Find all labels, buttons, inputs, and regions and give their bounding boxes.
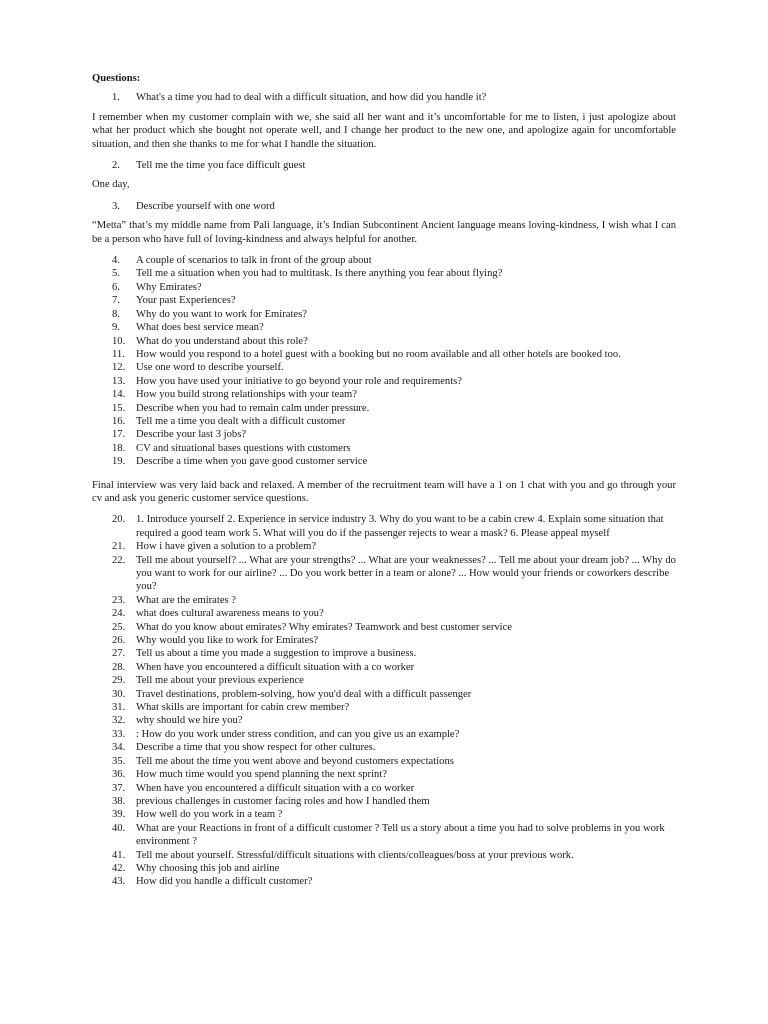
question-text: Travel destinations, problem-solving, how you'd deal with a difficult passenger: [136, 688, 472, 700]
question-text: How would you respond to a hotel guest with a booking but no room available and all other hotels are booked too.: [136, 348, 621, 360]
list-item: [112, 348, 676, 361]
list-item: [112, 607, 676, 620]
list-item: [112, 862, 676, 875]
list-item: [112, 254, 676, 267]
list-item: [112, 281, 676, 294]
question-number: 18.: [112, 442, 126, 454]
final-interview-paragraph: Final interview was very laid back and relaxed. A member of the recruitment team will have a 1 on 1 chat with you and go through your cv and ask you generic customer service questions.: [92, 479, 676, 504]
list-item: [112, 594, 676, 607]
list-item: [112, 267, 676, 280]
question-text: previous challenges in customer facing roles and how I handled them: [136, 795, 430, 807]
question-number: 21.: [112, 541, 126, 553]
list-item: [112, 768, 676, 781]
question-number: 17.: [112, 429, 126, 441]
list-item: [112, 741, 676, 754]
list-item: [112, 402, 676, 415]
list-item: [112, 875, 676, 888]
question-number: 36.: [112, 769, 126, 781]
question-text: Describe your last 3 jobs?: [136, 429, 247, 441]
list-item: [112, 540, 676, 553]
question-number: 12.: [112, 362, 126, 374]
question-number: 19.: [112, 456, 126, 468]
list-item: [112, 621, 676, 634]
list-item: [112, 321, 676, 334]
question-number: 39.: [112, 809, 126, 821]
document-content: [92, 72, 676, 899]
question-number: 42.: [112, 862, 126, 874]
question-text: How i have given a solution to a problem?: [136, 541, 317, 553]
question-number: 41.: [112, 849, 126, 861]
question-number: 9.: [112, 322, 120, 334]
question-text: Tell us about a time you made a suggestion to improve a business.: [136, 648, 417, 660]
list-item: [112, 688, 676, 701]
list-item: [112, 782, 676, 795]
question-text: Tell me about the time you went above and beyond customers expectations: [136, 755, 454, 767]
question-text: Tell me the time you face difficult guest: [136, 160, 306, 172]
question-text: CV and situational bases questions with customers: [136, 442, 351, 454]
question-number: 20.: [112, 514, 126, 526]
question-text: How you have used your initiative to go beyond your role and requirements?: [136, 375, 462, 387]
list-item: [112, 455, 676, 468]
list-item: [112, 755, 676, 768]
question-text: What are the emirates ?: [136, 594, 236, 606]
question-number: 43.: [112, 876, 126, 888]
question-number: 13.: [112, 375, 126, 387]
question-number: 16.: [112, 415, 126, 427]
question-text: What skills are important for cabin crew member?: [136, 702, 350, 714]
question-number: 1.: [112, 92, 120, 104]
question-3: [112, 200, 676, 213]
question-text: How well do you work in a team ?: [136, 809, 283, 821]
question-text: : How do you work under stress condition, and can you give us an example?: [136, 728, 460, 740]
question-text: Describe yourself with one word: [136, 200, 275, 212]
list-item: [112, 513, 676, 540]
question-text: What are your Reactions in front of a difficult customer ? Tell us a story about a time you had to solve problems in you work environment ?: [136, 822, 665, 848]
question-number: 34.: [112, 742, 126, 754]
list-item: [112, 647, 676, 660]
list-item: [112, 335, 676, 348]
question-number: 31.: [112, 702, 126, 714]
list-item: [112, 674, 676, 687]
list-item: [112, 554, 676, 594]
question-number: 25.: [112, 621, 126, 633]
question-text: Why Emirates?: [136, 281, 202, 293]
question-number: 24.: [112, 608, 126, 620]
question-number: 27.: [112, 648, 126, 660]
question-number: 29.: [112, 675, 126, 687]
question-text: A couple of scenarios to talk in front of the group about: [136, 255, 372, 267]
question-text: Describe a time when you gave good customer service: [136, 456, 368, 468]
question-number: 38.: [112, 795, 126, 807]
question-1: [112, 91, 676, 104]
question-number: 33.: [112, 728, 126, 740]
list-item: [112, 808, 676, 821]
question-number: 11.: [112, 348, 125, 360]
question-text: why should we hire you?: [136, 715, 243, 727]
list-item: [112, 294, 676, 307]
question-text: What does best service mean?: [136, 322, 264, 334]
list-item: [112, 361, 676, 374]
question-number: 23.: [112, 594, 126, 606]
question-number: 40.: [112, 822, 126, 834]
list-item: [112, 308, 676, 321]
question-number: 28.: [112, 661, 126, 673]
question-text: Describe when you had to remain calm under pressure.: [136, 402, 370, 414]
question-list-2: [112, 513, 676, 888]
question-text: How much time would you spend planning the next sprint?: [136, 769, 387, 781]
list-item: [112, 661, 676, 674]
question-text: How did you handle a difficult customer?: [136, 876, 313, 888]
question-text: Why do you want to work for Emirates?: [136, 308, 307, 320]
question-number: 15.: [112, 402, 126, 414]
question-number: 2.: [112, 160, 120, 172]
question-text: How you build strong relationships with your team?: [136, 389, 357, 401]
question-number: 22.: [112, 554, 126, 566]
questions-heading: Questions:: [92, 73, 141, 84]
question-text: Tell me about your previous experience: [136, 675, 304, 687]
question-text: When have you encountered a difficult situation with a co worker: [136, 661, 415, 673]
answer-2: One day,: [92, 179, 130, 191]
question-text: Tell me about yourself. Stressful/difficult situations with clients/colleagues/boss at your previous work.: [136, 849, 574, 861]
question-number: 30.: [112, 688, 126, 700]
question-text: Describe a time that you show respect for other cultures.: [136, 742, 376, 754]
answer-3: “Metta” that’s my middle name from Pali language, it’s Indian Subcontinent Ancient language means loving-kindness, I wish what I can be a person who have full of loving-kindness and always helpful for another.: [92, 220, 676, 245]
question-number: 14.: [112, 389, 126, 401]
list-item: [112, 634, 676, 647]
question-text: Tell me a time you dealt with a difficult customer: [136, 415, 346, 427]
list-item: [112, 701, 676, 714]
question-text: When have you encountered a difficult situation with a co worker: [136, 782, 415, 794]
question-text: Use one word to describe yourself.: [136, 362, 284, 374]
question-text: Tell me about yourself? ... What are your strengths? ... What are your weaknesses? ... Tell me about your dream job? ... Why do you want to work for our airline? ... Do you work better in a team or alone? ... How would your friends or coworkers describe you?: [136, 554, 676, 593]
question-text: 1. Introduce yourself 2. Experience in service industry 3. Why do you want to be a cabin crew 4. Explain some situation that required a good team work 5. What will you do if the passenger rejects to wear a mask? 6. Please appeal myself: [136, 514, 664, 539]
question-text: What do you understand about this role?: [136, 335, 308, 347]
question-number: 26.: [112, 635, 126, 647]
list-item: [112, 795, 676, 808]
question-number: 32.: [112, 715, 126, 727]
list-item: [112, 728, 676, 741]
list-item: [112, 849, 676, 862]
question-number: 10.: [112, 335, 126, 347]
question-text: What's a time you had to deal with a difficult situation, and how did you handle it?: [136, 92, 487, 104]
question-text: what does cultural awareness means to you?: [136, 608, 324, 620]
list-item: [112, 415, 676, 428]
question-number: 5.: [112, 268, 120, 280]
question-text: Tell me a situation when you had to multitask. Is there anything you fear about flying?: [136, 268, 503, 280]
question-number: 8.: [112, 308, 120, 320]
question-text: Why choosing this job and airline: [136, 862, 280, 874]
question-2: [112, 159, 676, 172]
list-item: [112, 714, 676, 727]
list-item: [112, 428, 676, 441]
question-number: 6.: [112, 281, 120, 293]
question-number: 35.: [112, 755, 126, 767]
list-item: [112, 442, 676, 455]
question-text: Why would you like to work for Emirates?: [136, 635, 319, 647]
list-item: [112, 388, 676, 401]
question-number: 3.: [112, 200, 120, 212]
list-item: [112, 375, 676, 388]
question-number: 37.: [112, 782, 126, 794]
list-item: [112, 822, 676, 849]
question-text: What do you know about emirates? Why emirates? Teamwork and best customer service: [136, 621, 512, 633]
question-number: 7.: [112, 295, 120, 307]
question-list-1: [112, 254, 676, 469]
question-number: 4.: [112, 255, 120, 267]
answer-1: I remember when my customer complain with we, she said all her want and it’s uncomfortable for me to listen, i just apologize about what her product which she bought not operate well, and I change her product to the new one, and apologize again for uncomfortable situation, and then she thanks to me for what I handle the situation.: [92, 111, 676, 150]
question-text: Your past Experiences?: [136, 295, 236, 307]
